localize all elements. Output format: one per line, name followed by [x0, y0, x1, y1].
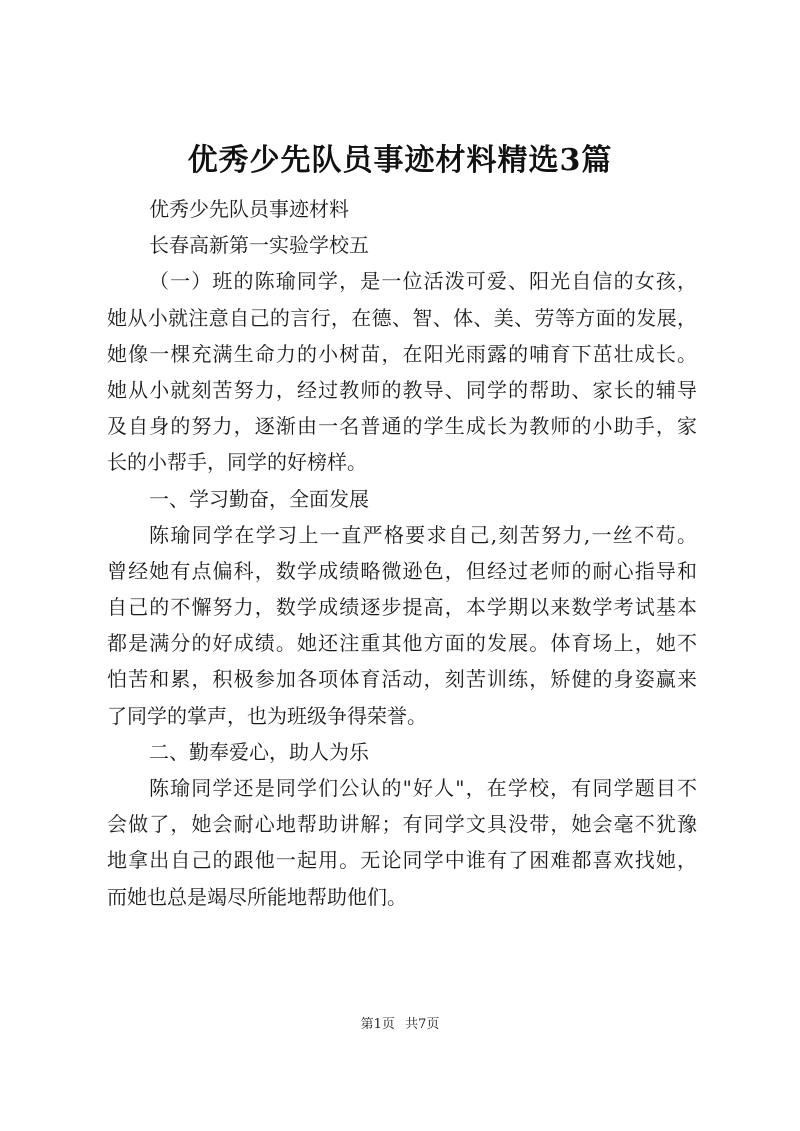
text-line: 长春高新第一实验学校五	[149, 233, 369, 258]
text-line: 会做了，她会耐心地帮助讲解；有同学文具没带，她会毫不犹豫	[107, 812, 697, 837]
text-line: 而她也总是竭尽所能地帮助他们。	[107, 884, 407, 909]
text-line: （一）班的陈瑜同学，是一位活泼可爱、阳光自信的女孩，	[149, 269, 697, 294]
text-line: 她从小就注意自己的言行，在德、智、体、美、劳等方面的发展，	[107, 305, 697, 330]
document-body	[107, 191, 697, 915]
text-line: 二、勤奉爱心，助人为乐	[149, 739, 369, 764]
paragraph	[107, 770, 697, 915]
page-footer	[0, 1013, 800, 1032]
text-line: 长的小帮手，同学的好榜样。	[107, 450, 367, 475]
text-line: 都是满分的好成绩。她还注重其他方面的发展。体育场上，她不	[107, 631, 697, 656]
text-line: 她从小就刻苦努力，经过教师的教导、同学的帮助、家长的辅导	[107, 377, 697, 402]
paragraph	[107, 734, 697, 770]
text-line: 自己的不懈努力，数学成绩逐步提高，本学期以来数学考试基本	[107, 595, 697, 620]
paragraph	[107, 227, 697, 263]
text-line: 一、学习勤奋，全面发展	[149, 486, 369, 511]
text-line: 她像一棵充满生命力的小树苗，在阳光雨露的哺育下茁壮成长。	[107, 341, 697, 366]
text-line: 怕苦和累，积极参加各项体育活动，刻苦训练，矫健的身姿赢来	[107, 667, 697, 692]
text-line: 曾经她有点偏科，数学成绩略微逊色，但经过老师的耐心指导和	[107, 558, 697, 583]
paragraph	[107, 481, 697, 517]
text-line: 及自身的努力，逐渐由一名普通的学生成长为教师的小助手，家	[107, 414, 697, 439]
text-line: 陈瑜同学在学习上一直严格要求自己,刻苦努力,一丝不苟。	[149, 522, 697, 547]
text-line: 优秀少先队员事迹材料	[149, 197, 349, 221]
text-line: 陈瑜同学还是同学们公认的"好人"，在学校，有同学题目不	[149, 776, 697, 800]
page-number: 第1页	[360, 1017, 395, 1032]
text-line: 地拿出自己的跟他一起用。无论同学中谁有了困难都喜欢找她，	[107, 848, 697, 873]
paragraph	[107, 263, 697, 480]
document-title: 优秀少先队员事迹材料精选3篇	[187, 143, 613, 178]
paragraph	[107, 517, 697, 734]
text-line: 了同学的掌声，也为班级争得荣誉。	[107, 703, 427, 728]
paragraph	[107, 191, 697, 227]
page-total: 共7页	[405, 1017, 440, 1032]
